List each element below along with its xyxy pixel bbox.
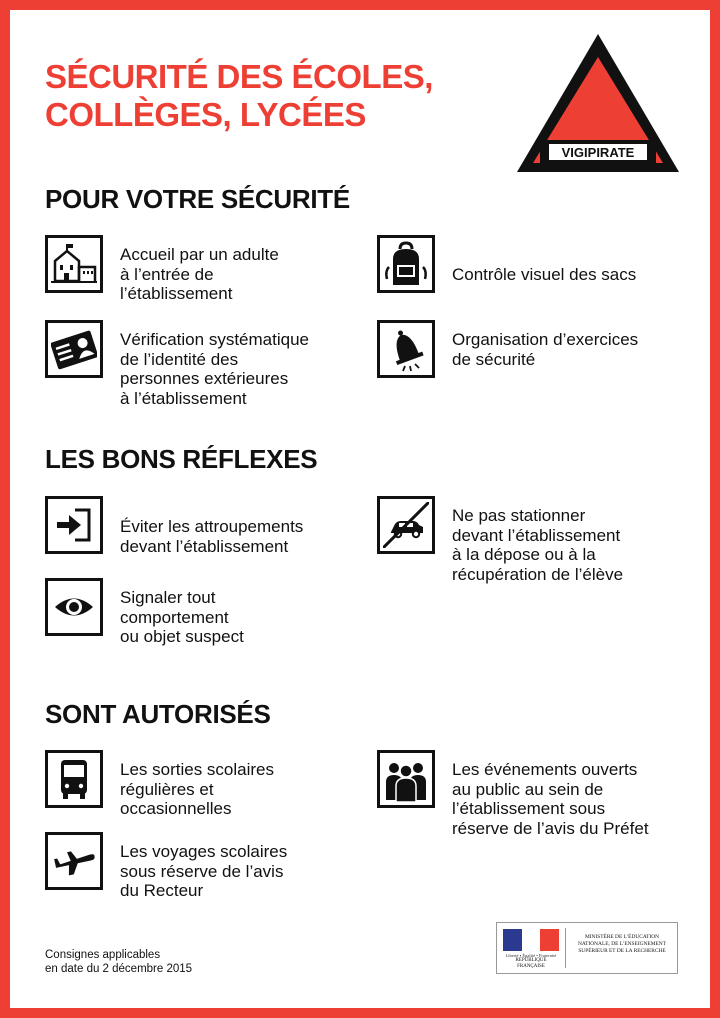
item-line: personnes extérieures [120, 369, 289, 388]
item-line: réserve de l’avis du Préfet [452, 818, 649, 838]
item-text [452, 760, 702, 838]
title-line: COLLÈGES, LYCÉES [45, 96, 366, 133]
section-title-securite: POUR VOTRE SÉCURITÉ [45, 184, 350, 214]
item-text [120, 330, 355, 408]
poster-title [45, 58, 433, 134]
item-line: l’établissement sous [452, 799, 606, 818]
footer-note-line: Consignes applicables [45, 949, 161, 961]
item-line: régulières et [120, 779, 214, 799]
airplane-icon [45, 832, 103, 890]
item-line: Vérification systématique [120, 330, 309, 349]
item-text [120, 842, 355, 901]
item-line: occasionnelles [120, 799, 232, 818]
item-line: de l’identité des [120, 349, 239, 369]
item-line: Ne pas stationner [452, 506, 586, 525]
item-line: ou objet suspect [120, 627, 244, 646]
item-line: devant l’établissement [452, 525, 621, 545]
school-building-icon [45, 235, 103, 293]
item-line: sous réserve de l’avis [120, 861, 284, 881]
marianne-logo [503, 929, 559, 967]
ministry-line: NATIONALE, DE L’ENSEIGNEMENT [578, 941, 666, 947]
item-line: Les sorties scolaires [120, 760, 275, 779]
item-line: Les voyages scolaires [120, 842, 288, 861]
title-line: SÉCURITÉ DES ÉCOLES, [45, 58, 433, 95]
item-line: au public au sein de [452, 779, 604, 799]
item-line: du Recteur [120, 881, 204, 900]
backpack-icon [377, 235, 435, 293]
item-line: Éviter les attroupements [120, 517, 304, 536]
item-line: Accueil par un adulte [120, 245, 279, 264]
item-line: l’établissement [120, 284, 233, 303]
id-card-icon [45, 320, 103, 378]
item-text [120, 245, 355, 304]
item-line: à l’entrée de [120, 264, 214, 284]
section-title-reflexes: LES BONS RÉFLEXES [45, 444, 318, 474]
item-line: de sécurité [452, 349, 536, 369]
alarm-bell-icon [377, 320, 435, 378]
item-line: à la dépose ou à la [452, 545, 596, 564]
republic-motto: Liberté • Égalité • Fraternité [505, 953, 557, 958]
ministry-name [571, 934, 673, 955]
item-text [452, 265, 687, 285]
item-line: à l’établissement [120, 388, 247, 408]
section-title-autorises: SONT AUTORISÉS [45, 699, 271, 729]
republic-name: RÉPUBLIQUE FRANÇAISE [515, 958, 547, 969]
item-text [452, 330, 687, 369]
ministry-logo [496, 922, 678, 974]
footer-note-line: en date du 2 décembre 2015 [45, 963, 193, 975]
item-text [452, 506, 702, 584]
vigipirate-label: VIGIPIRATE [561, 145, 635, 160]
ministry-line: SUPÉRIEUR ET DE LA RECHERCHE [578, 948, 666, 954]
item-text [120, 760, 355, 819]
vigipirate-triangle-icon [515, 32, 681, 174]
footer-note [45, 948, 192, 976]
exit-arrow-icon [45, 496, 103, 554]
item-text [120, 588, 355, 647]
item-text [120, 517, 355, 556]
item-line: récupération de l’élève [452, 564, 624, 584]
item-line: Les événements ouverts [452, 760, 638, 779]
ministry-line: MINISTÈRE DE L’ÉDUCATION [584, 934, 660, 940]
logo-divider [565, 928, 566, 968]
crowd-icon [377, 750, 435, 808]
item-line: comportement [120, 607, 229, 627]
item-line: Organisation d’exercices [452, 330, 639, 349]
eye-icon [45, 578, 103, 636]
bus-icon [45, 750, 103, 808]
item-line: Contrôle visuel des sacs [452, 265, 637, 284]
poster-content [10, 10, 710, 1008]
french-flag-icon [503, 929, 559, 951]
item-line: Signaler tout [120, 588, 216, 607]
item-line: devant l’établissement [120, 536, 289, 556]
no-parking-car-icon [377, 496, 435, 554]
